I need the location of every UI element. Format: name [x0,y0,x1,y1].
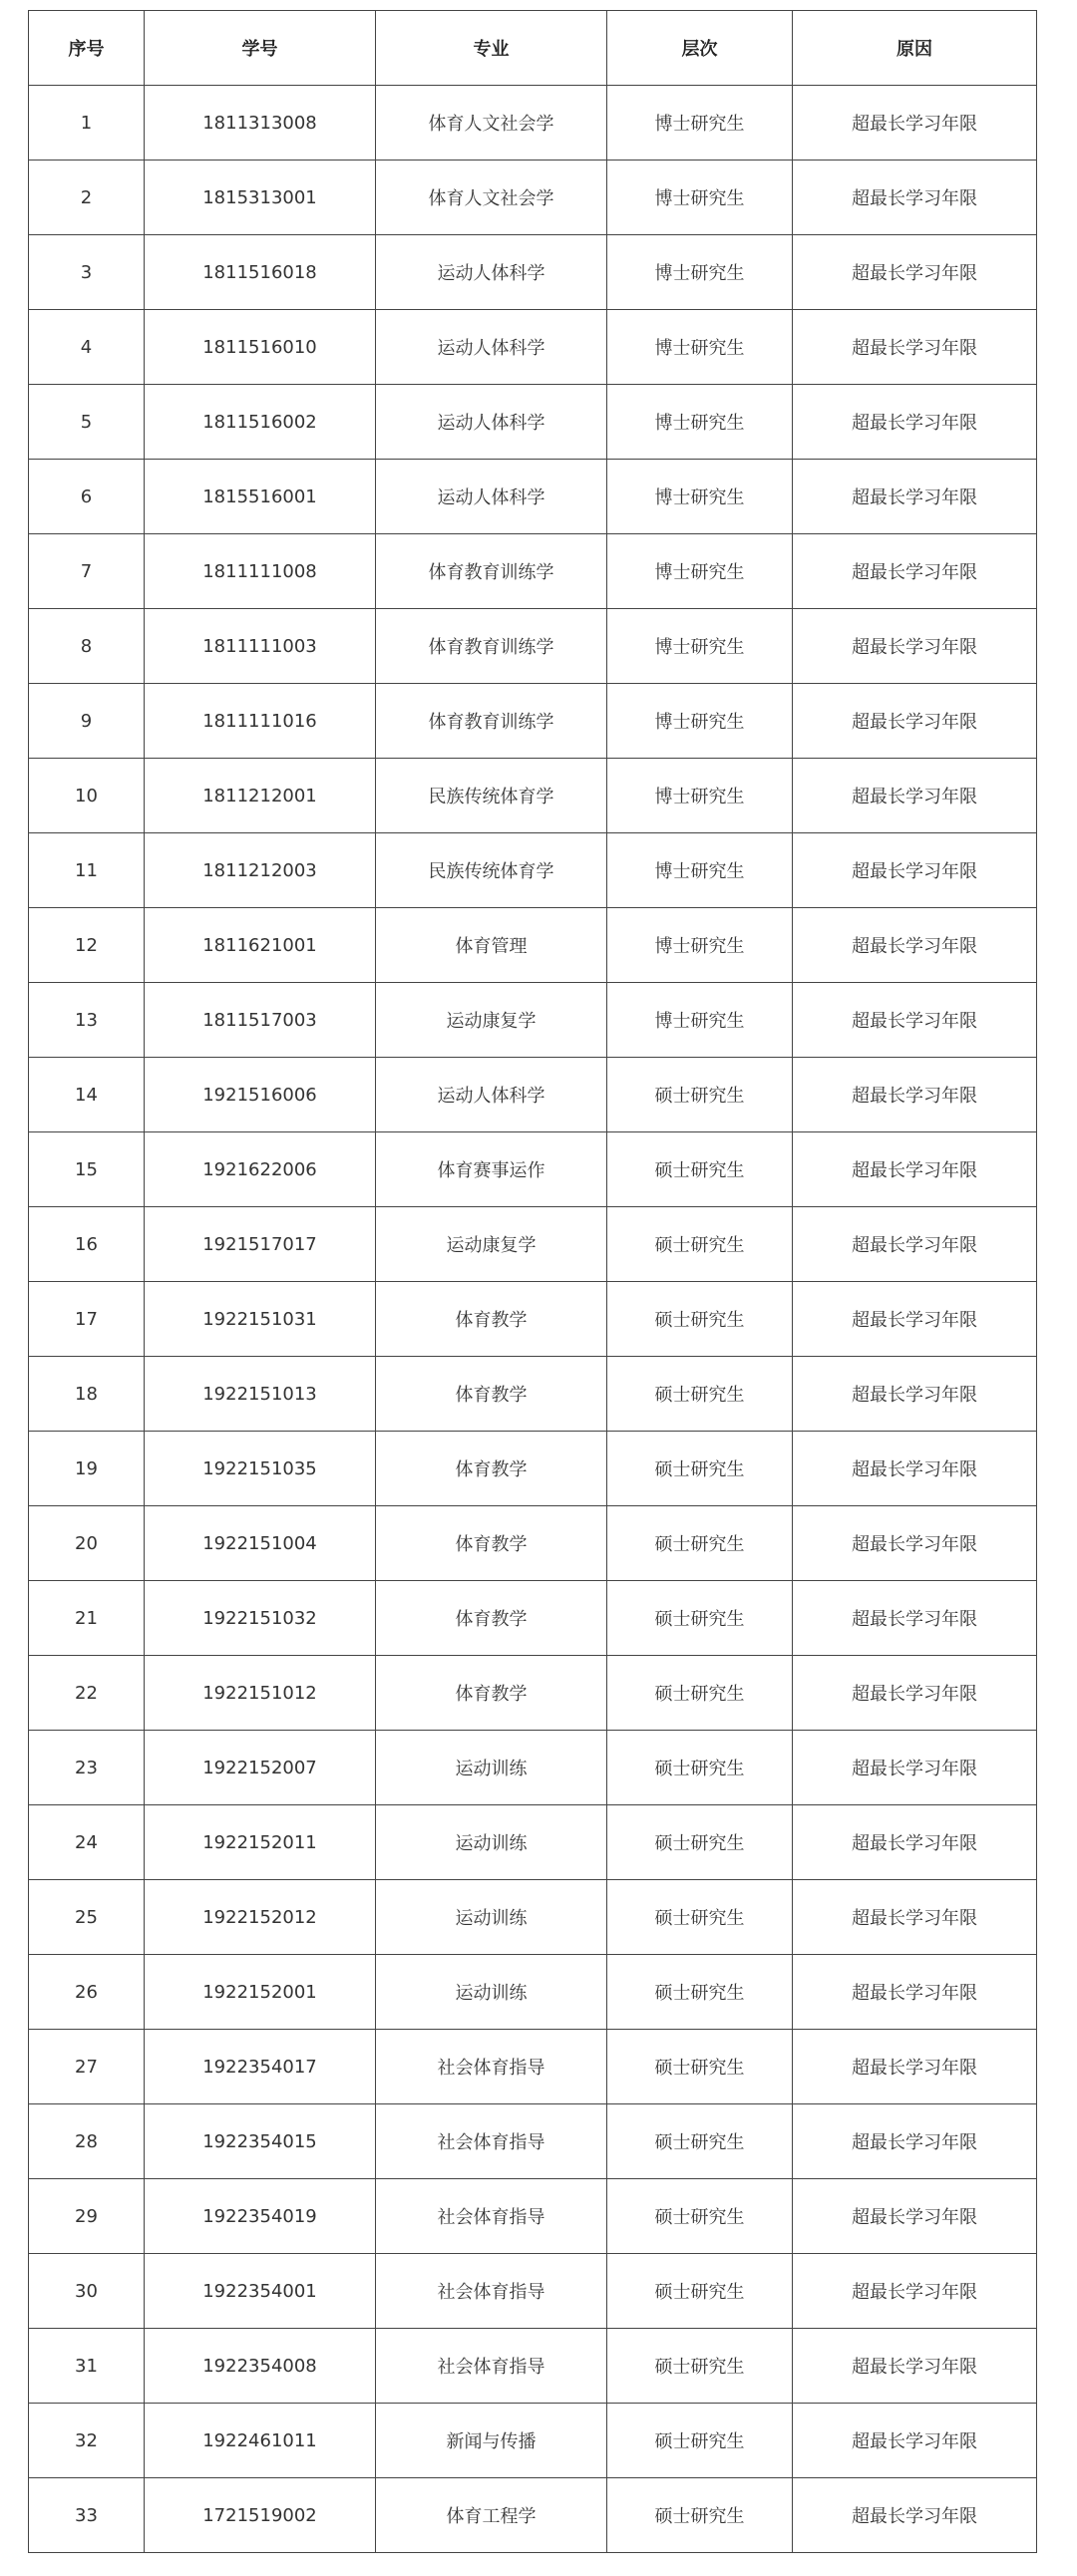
cell-level: 硕士研究生 [607,2329,793,2404]
cell-seq: 29 [29,2179,145,2254]
table-row [29,2404,1037,2478]
cell-major: 体育教育训练学 [376,609,607,684]
cell-seq: 9 [29,684,145,759]
cell-level: 硕士研究生 [607,1955,793,2030]
cell-reason: 超最长学习年限 [793,1207,1037,1282]
cell-reason: 超最长学习年限 [793,1506,1037,1581]
cell-major: 运动人体科学 [376,460,607,534]
cell-seq: 10 [29,759,145,833]
cell-seq: 26 [29,1955,145,2030]
cell-level: 博士研究生 [607,983,793,1058]
cell-reason: 超最长学习年限 [793,460,1037,534]
table-row [29,1432,1037,1506]
table-row [29,1805,1037,1880]
cell-level: 博士研究生 [607,310,793,385]
cell-student-id: 1811212001 [145,759,376,833]
cell-student-id: 1922354015 [145,2104,376,2179]
cell-major: 体育赛事运作 [376,1132,607,1207]
cell-seq: 18 [29,1357,145,1432]
table-row [29,1058,1037,1132]
cell-seq: 22 [29,1656,145,1731]
cell-level: 硕士研究生 [607,2104,793,2179]
cell-student-id: 1921517017 [145,1207,376,1282]
table-row [29,2329,1037,2404]
cell-seq: 27 [29,2030,145,2104]
table-row [29,310,1037,385]
cell-student-id: 1815516001 [145,460,376,534]
cell-major: 运动训练 [376,1805,607,1880]
cell-major: 体育教育训练学 [376,534,607,609]
table-row [29,1731,1037,1805]
cell-reason: 超最长学习年限 [793,1656,1037,1731]
table-row [29,534,1037,609]
cell-level: 博士研究生 [607,908,793,983]
cell-level: 硕士研究生 [607,1731,793,1805]
table-row [29,86,1037,161]
cell-reason: 超最长学习年限 [793,86,1037,161]
cell-reason: 超最长学习年限 [793,1058,1037,1132]
cell-student-id: 1815313001 [145,161,376,235]
cell-level: 硕士研究生 [607,2478,793,2553]
table-row [29,1207,1037,1282]
table-row [29,2179,1037,2254]
cell-reason: 超最长学习年限 [793,1132,1037,1207]
cell-student-id: 1922152007 [145,1731,376,1805]
cell-reason: 超最长学习年限 [793,161,1037,235]
cell-student-id: 1922151035 [145,1432,376,1506]
cell-major: 运动人体科学 [376,1058,607,1132]
cell-student-id: 1922151032 [145,1581,376,1656]
cell-level: 博士研究生 [607,534,793,609]
cell-level: 硕士研究生 [607,1132,793,1207]
cell-student-id: 1922152012 [145,1880,376,1955]
table-row [29,2104,1037,2179]
cell-level: 博士研究生 [607,609,793,684]
cell-student-id: 1721519002 [145,2478,376,2553]
cell-reason: 超最长学习年限 [793,2478,1037,2553]
cell-level: 博士研究生 [607,460,793,534]
cell-student-id: 1922151031 [145,1282,376,1357]
table-row [29,983,1037,1058]
header-major: 专业 [376,11,607,86]
cell-reason: 超最长学习年限 [793,1581,1037,1656]
cell-student-id: 1922151013 [145,1357,376,1432]
cell-student-id: 1811111003 [145,609,376,684]
cell-student-id: 1811621001 [145,908,376,983]
cell-seq: 5 [29,385,145,460]
cell-student-id: 1811111016 [145,684,376,759]
cell-reason: 超最长学习年限 [793,2104,1037,2179]
cell-reason: 超最长学习年限 [793,908,1037,983]
cell-seq: 25 [29,1880,145,1955]
table-row [29,759,1037,833]
cell-reason: 超最长学习年限 [793,1880,1037,1955]
student-table [28,10,1037,2553]
cell-reason: 超最长学习年限 [793,2404,1037,2478]
cell-major: 社会体育指导 [376,2254,607,2329]
cell-major: 体育人文社会学 [376,86,607,161]
cell-major: 体育教学 [376,1506,607,1581]
cell-major: 体育人文社会学 [376,161,607,235]
table-body [29,86,1037,2553]
cell-seq: 12 [29,908,145,983]
cell-reason: 超最长学习年限 [793,235,1037,310]
cell-seq: 28 [29,2104,145,2179]
cell-seq: 30 [29,2254,145,2329]
cell-level: 硕士研究生 [607,2030,793,2104]
cell-level: 博士研究生 [607,86,793,161]
cell-major: 运动训练 [376,1955,607,2030]
cell-level: 博士研究生 [607,161,793,235]
cell-reason: 超最长学习年限 [793,684,1037,759]
cell-student-id: 1922151012 [145,1656,376,1731]
cell-reason: 超最长学习年限 [793,534,1037,609]
cell-student-id: 1922461011 [145,2404,376,2478]
cell-reason: 超最长学习年限 [793,1357,1037,1432]
cell-student-id: 1811111008 [145,534,376,609]
cell-seq: 19 [29,1432,145,1506]
cell-seq: 33 [29,2478,145,2553]
cell-level: 硕士研究生 [607,1506,793,1581]
cell-student-id: 1811212003 [145,833,376,908]
cell-seq: 23 [29,1731,145,1805]
cell-reason: 超最长学习年限 [793,2329,1037,2404]
table-row [29,1506,1037,1581]
cell-major: 社会体育指导 [376,2179,607,2254]
cell-student-id: 1922151004 [145,1506,376,1581]
cell-student-id: 1921622006 [145,1132,376,1207]
cell-level: 硕士研究生 [607,1432,793,1506]
cell-student-id: 1922354001 [145,2254,376,2329]
cell-student-id: 1811517003 [145,983,376,1058]
cell-reason: 超最长学习年限 [793,2254,1037,2329]
cell-seq: 21 [29,1581,145,1656]
cell-major: 体育工程学 [376,2478,607,2553]
table-row [29,1880,1037,1955]
table-row [29,161,1037,235]
cell-seq: 32 [29,2404,145,2478]
cell-major: 体育教学 [376,1432,607,1506]
cell-seq: 2 [29,161,145,235]
header-student-id: 学号 [145,11,376,86]
cell-seq: 16 [29,1207,145,1282]
cell-major: 民族传统体育学 [376,833,607,908]
cell-reason: 超最长学习年限 [793,983,1037,1058]
cell-student-id: 1922152001 [145,1955,376,2030]
table-row [29,460,1037,534]
cell-reason: 超最长学习年限 [793,609,1037,684]
cell-seq: 14 [29,1058,145,1132]
cell-reason: 超最长学习年限 [793,1731,1037,1805]
cell-level: 硕士研究生 [607,1880,793,1955]
cell-level: 博士研究生 [607,759,793,833]
cell-level: 博士研究生 [607,684,793,759]
header-level: 层次 [607,11,793,86]
cell-reason: 超最长学习年限 [793,759,1037,833]
cell-level: 硕士研究生 [607,1207,793,1282]
cell-student-id: 1811516002 [145,385,376,460]
table-row [29,1581,1037,1656]
table-row [29,1656,1037,1731]
cell-seq: 1 [29,86,145,161]
table-row [29,908,1037,983]
table-row [29,833,1037,908]
cell-level: 博士研究生 [607,385,793,460]
cell-student-id: 1922152011 [145,1805,376,1880]
table-row [29,1955,1037,2030]
cell-seq: 13 [29,983,145,1058]
table-row [29,385,1037,460]
cell-seq: 6 [29,460,145,534]
cell-major: 体育教学 [376,1357,607,1432]
cell-seq: 15 [29,1132,145,1207]
cell-major: 运动人体科学 [376,235,607,310]
cell-major: 运动康复学 [376,1207,607,1282]
cell-major: 民族传统体育学 [376,759,607,833]
cell-major: 体育教学 [376,1282,607,1357]
cell-student-id: 1811313008 [145,86,376,161]
cell-student-id: 1922354008 [145,2329,376,2404]
cell-major: 体育教学 [376,1656,607,1731]
cell-level: 硕士研究生 [607,1581,793,1656]
cell-reason: 超最长学习年限 [793,1805,1037,1880]
cell-level: 硕士研究生 [607,2179,793,2254]
cell-reason: 超最长学习年限 [793,833,1037,908]
cell-reason: 超最长学习年限 [793,2030,1037,2104]
cell-major: 社会体育指导 [376,2329,607,2404]
table-row [29,1132,1037,1207]
table-row [29,2030,1037,2104]
cell-major: 运动训练 [376,1731,607,1805]
cell-major: 运动人体科学 [376,310,607,385]
cell-level: 博士研究生 [607,235,793,310]
cell-seq: 4 [29,310,145,385]
cell-major: 运动康复学 [376,983,607,1058]
cell-major: 体育教学 [376,1581,607,1656]
cell-major: 运动人体科学 [376,385,607,460]
table-row [29,2478,1037,2553]
cell-level: 硕士研究生 [607,1656,793,1731]
cell-student-id: 1811516018 [145,235,376,310]
cell-reason: 超最长学习年限 [793,385,1037,460]
table-row [29,609,1037,684]
cell-reason: 超最长学习年限 [793,1955,1037,2030]
cell-seq: 7 [29,534,145,609]
cell-student-id: 1921516006 [145,1058,376,1132]
cell-student-id: 1922354019 [145,2179,376,2254]
cell-seq: 8 [29,609,145,684]
table-header-row [29,11,1037,86]
cell-seq: 17 [29,1282,145,1357]
cell-level: 硕士研究生 [607,1058,793,1132]
table-row [29,684,1037,759]
cell-major: 体育管理 [376,908,607,983]
cell-level: 硕士研究生 [607,1357,793,1432]
header-seq: 序号 [29,11,145,86]
table-row [29,235,1037,310]
cell-reason: 超最长学习年限 [793,2179,1037,2254]
cell-major: 社会体育指导 [376,2104,607,2179]
cell-seq: 11 [29,833,145,908]
cell-major: 社会体育指导 [376,2030,607,2104]
cell-major: 体育教育训练学 [376,684,607,759]
cell-reason: 超最长学习年限 [793,1432,1037,1506]
cell-seq: 24 [29,1805,145,1880]
cell-level: 硕士研究生 [607,1282,793,1357]
cell-level: 硕士研究生 [607,1805,793,1880]
table-row [29,2254,1037,2329]
cell-student-id: 1811516010 [145,310,376,385]
cell-reason: 超最长学习年限 [793,310,1037,385]
cell-student-id: 1922354017 [145,2030,376,2104]
table-row [29,1282,1037,1357]
cell-seq: 31 [29,2329,145,2404]
cell-level: 硕士研究生 [607,2404,793,2478]
cell-seq: 3 [29,235,145,310]
cell-seq: 20 [29,1506,145,1581]
table-row [29,1357,1037,1432]
cell-level: 博士研究生 [607,833,793,908]
cell-major: 运动训练 [376,1880,607,1955]
cell-reason: 超最长学习年限 [793,1282,1037,1357]
cell-level: 硕士研究生 [607,2254,793,2329]
cell-major: 新闻与传播 [376,2404,607,2478]
header-reason: 原因 [793,11,1037,86]
